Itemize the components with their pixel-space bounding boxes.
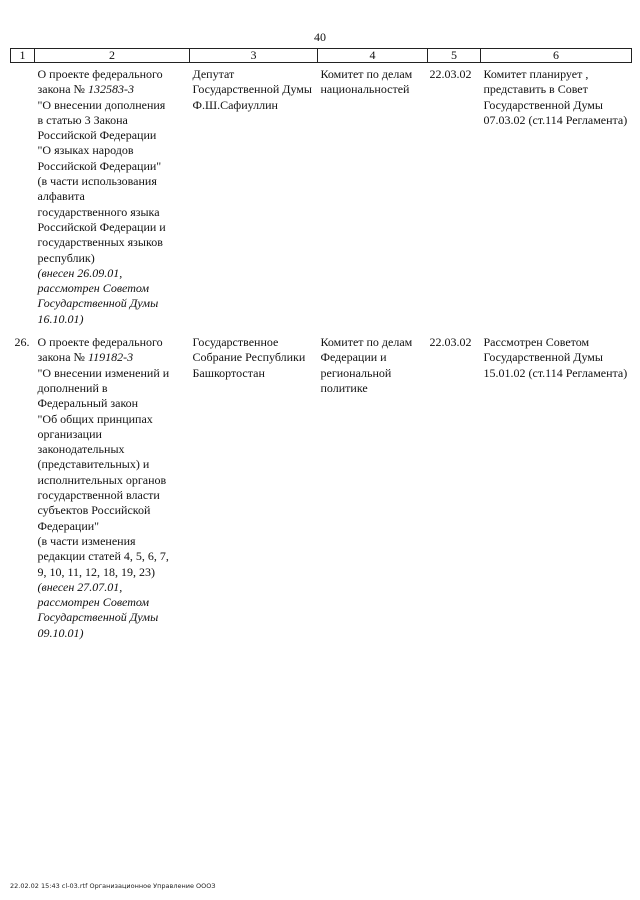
responsible-committee: Комитет по делам национальностей [320, 67, 413, 97]
col-header-3: 3 [190, 49, 318, 63]
bill-title-line: Федеральный закон [37, 396, 139, 411]
bill-title-line: республик) [37, 250, 95, 265]
bill-title-line: "О внесении дополнения [37, 97, 166, 112]
bill-history-line: (внесен 27.07.01, [37, 579, 123, 594]
responsible-committee: Комитет по делам Федерации и региональной политике [320, 335, 413, 395]
bills-table [10, 48, 632, 641]
bill-status: Рассмотрен Советом Государственной Думы 15.01.02 (ст.114 Регламента) [483, 335, 628, 380]
bill-title-line: исполнительных органов [37, 472, 167, 487]
bill-history-line: 16.10.01) [37, 311, 84, 326]
bill-title-line: в статью 3 Закона [37, 112, 128, 127]
bill-title-line: Российской Федерации" [37, 158, 162, 173]
column-number-header [11, 49, 632, 63]
bill-title-line: дополнений в [37, 380, 108, 395]
bill-title-line: государственных языков [37, 235, 163, 250]
bill-title-line: законодательных [37, 442, 125, 457]
print-footer: 22.02.02 15:43 cl-03.rtf Организационное Управление ОООЗ [10, 882, 216, 890]
bill-title-line: государственной власти [37, 488, 160, 503]
table-row [11, 63, 632, 328]
bill-title-line: государственного языка [37, 204, 160, 219]
bill-date: 22.03.02 [429, 335, 472, 350]
col-header-4: 4 [318, 49, 428, 63]
bill-title-line: "О языках народов [37, 143, 134, 158]
bill-initiator: Депутат Государственной Думы Ф.Ш.Сафиуллин [192, 67, 312, 112]
bill-description [35, 331, 190, 641]
bill-history-line: рассмотрен Советом [37, 281, 150, 296]
bill-title-line: организации [37, 426, 102, 441]
col-header-5: 5 [428, 49, 481, 63]
bill-title-line: 9, 10, 11, 12, 18, 19, 23) [37, 564, 156, 579]
bill-history-line: Государственной Думы [37, 610, 159, 625]
bill-number: 119182-3 [87, 350, 134, 365]
col-header-6: 6 [481, 49, 632, 63]
bill-title-line: субъектов Российской [37, 503, 151, 518]
table-row [11, 331, 632, 641]
col-header-2: 2 [35, 49, 190, 63]
bill-title-line: редакции статей 4, 5, 6, 7, [37, 549, 169, 564]
bill-title-line: Российской Федерации и [37, 219, 166, 234]
row-number [11, 63, 35, 328]
bill-title-prefix: О проекте федерального закона № [37, 67, 163, 97]
bill-history-line: рассмотрен Советом [37, 595, 150, 610]
bill-title-line: (представительных) и [37, 457, 150, 472]
bill-title-line: Федерации" [37, 518, 100, 533]
col-header-1: 1 [11, 49, 35, 63]
bill-title-line: Российской Федерации [37, 128, 157, 143]
bill-title-line: "Об общих принципах [37, 411, 153, 426]
page-number: 40 [314, 30, 326, 44]
bill-history-line: (внесен 26.09.01, [37, 265, 123, 280]
bill-initiator: Государственное Собрание Республики Башкортостан [192, 335, 306, 380]
bill-number: 132583-3 [87, 82, 134, 97]
bill-date: 22.03.02 [429, 67, 472, 81]
bill-title-line: (в части использования [37, 174, 157, 189]
bill-history-line: 09.10.01) [37, 625, 84, 640]
bill-title-line: алфавита [37, 189, 85, 204]
bill-title-prefix: О проекте федерального закона № [37, 335, 163, 365]
row-number: 26. [14, 335, 30, 350]
bill-status: Комитет планирует , представить в Совет Государственной Думы 07.03.02 (ст.114 Регламента) [483, 67, 628, 127]
bill-title-line: (в части изменения [37, 533, 136, 548]
bill-title-line: "О внесении изменений и [37, 365, 170, 380]
bill-history-line: Государственной Думы [37, 296, 159, 311]
bill-description [35, 63, 190, 328]
